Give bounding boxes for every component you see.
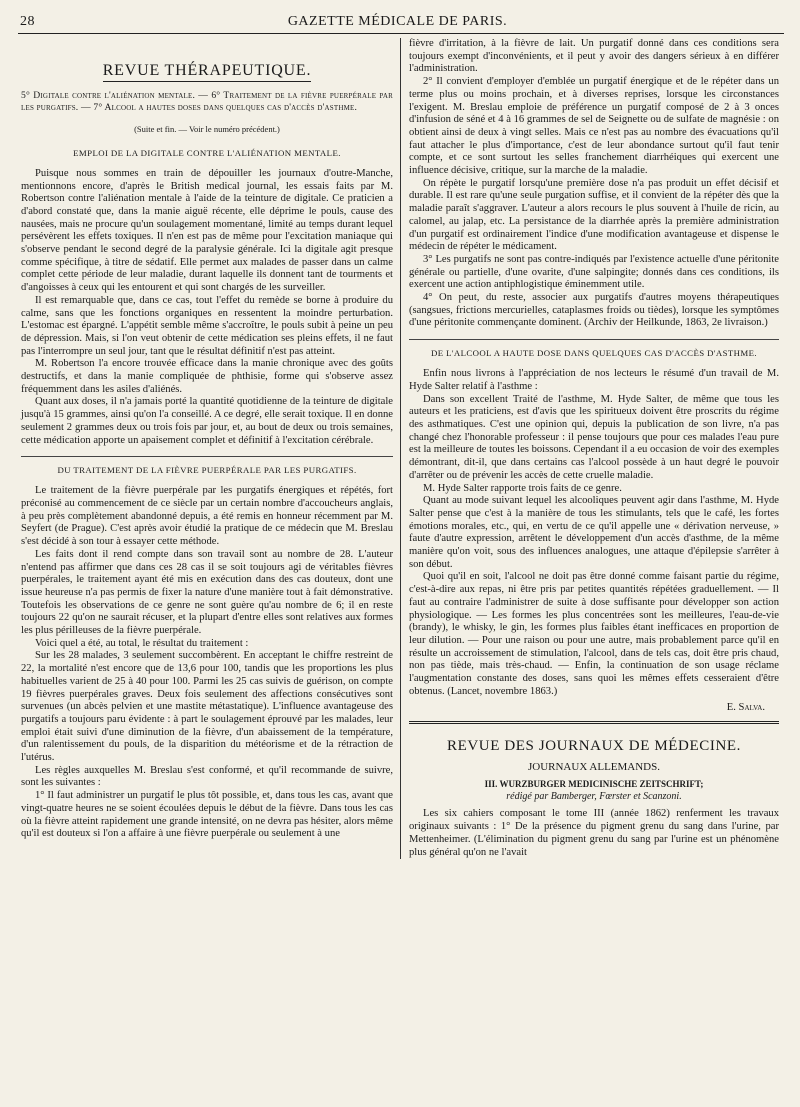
revue-journaux-subtitle: JOURNAUX ALLEMANDS.	[527, 761, 660, 774]
double-rule-divider	[409, 721, 779, 724]
subsection-title-digitale: EMPLOI DE LA DIGITALE CONTRE L'ALIÉNATION MENTALE.	[73, 147, 341, 158]
paragraph: fièvre d'irritation, à la fièvre de lait. Un purgatif donné dans ces conditions sera toujours exempt d'inconvénients, et il peut y avoir des dangers sérieux à en différer l'administration.	[409, 38, 779, 75]
digitale-body	[21, 168, 393, 447]
paragraph: Quoi qu'il en soit, l'alcool ne doit pas être donné comme faisant partie du régime, c'est-à-dire aux repas, ni être pris par petites quantités répétées graduellement. — Il faut au contraire l'administrer de suite à dose suffisante pour développer son action physiologique. — Les formes les plus concentrées sont les meilleures, l'eau-de-vie (brandy), le whisky, le gin, les formes plus faibles étant inefficaces en proportion de leur dilution. — Pour une raison ou pour une autre, mais probablement parce qu'il en résulte un accroissement de stimulation, l'alcool, dans de tels cas, doit être pris chaud, non pas tiède, mais très-chaud. — Enfin, la continuation de son usage réclame l'augmentation constante des doses, sans quoi les mêmes effets cesseraient d'être obtenus. (Lancet, novembre 1863.)	[409, 571, 779, 697]
paragraph: Il est remarquable que, dans ce cas, tout l'effet du remède se borne à produire du calme, sans que les fonctions organiques en ressentent la moindre perturbation. L'estomac est épargné. L'appétit semble même s'accroître, le pouls subit à peine un peu de dépression. Mais, si l'on veut obtenir de cette médication ses pleins effets, il ne faut pas l'interrompre un seul jour, tant que le résultat définitif n'est pas atteint.	[21, 294, 393, 357]
paragraph: Les faits dont il rend compte dans son travail sont au nombre de 28. L'auteur n'entend pas affirmer que dans ces 28 cas il se soit toujours agi de véritables fièvres puerpérales, le traitement ayant été mis en exécution dans des cas douteux, dont une issue heureuse n'a pas permis de fixer la nature d'une manière tout à fait démonstrative. Toutefois les observations de ce genre ne sont guère qu'au nombre de 6; il en reste toujours 22 qu'on ne saurait récuser, et la plupart d'entre elles sont relatives aux formes les plus périlleuses de la fièvre puerpérale.	[21, 548, 393, 637]
paragraph: Enfin nous livrons à l'appréciation de nos lecteurs le résumé d'un travail de M. Hyde Salter relatif à l'asthme :	[409, 368, 779, 392]
page-header	[18, 14, 784, 34]
paragraph: On répète le purgatif lorsqu'une première dose n'a pas produit un effet décisif et durable. Il est rare qu'une seule purgation suffise, et il convient de la répéter dès que la maladie paraît s'aggraver. L'auteur a alors recours le plus souvent à l'huile de ricin, au calomel, au jalap, etc. La persistance de la diarrhée après la première administration d'un purgatif est ordinairement l'indice d'une modification avantageuse et dispense le médecin de répéter le médicament.	[409, 177, 779, 253]
fievre-body	[21, 485, 393, 841]
author-signature: E. Salva.	[726, 702, 765, 714]
paragraph: Les six cahiers composant le tome III (année 1862) renferment les travaux originaux suivants : 1° De la présence du pigment grenu du sang dans l'urine, par Mettenheimer. (L'élimination du pigment grenu du sang par l'urine est un phénomène plus général qu'on ne l'avait	[409, 808, 779, 858]
revue-item-title: III. WURZBURGER MEDICINISCHE ZEITSCHRIFT;	[484, 779, 704, 790]
paragraph: 4° On peut, du reste, associer aux purgatifs d'autres moyens thérapeutiques (sangsues, frictions mercurielles, cataplasmes froids ou tièdes), lorsque les symptômes d'une péritonite commençante dominent. (Archiv der Heilkunde, 1863, 2e livraison.)	[409, 292, 779, 329]
journal-title: GAZETTE MÉDICALE DE PARIS.	[287, 14, 508, 29]
paragraph: Quant aux doses, il n'a jamais porté la quantité quotidienne de la teinture de digitale jusqu'à 15 grammes, ainsi qu'on l'a conseillé. A ce degré, elle serait toxique. Il en donne seulement 2 grammes deux ou trois fois par jour, et, au bout de deux ou trois semaines, cette médication apporte un apaisement complet et définitif à l'excitation cérébrale.	[21, 396, 393, 446]
section-title: REVUE THÉRAPEUTIQUE.	[21, 62, 393, 80]
revue-item-editors: rédigé par Bamberger, Fœrster et Scanzoni.	[506, 791, 682, 803]
paragraph: Quant au mode suivant lequel les alcooliques peuvent agir dans l'asthme, M. Hyde Salter pense que c'est à la manière de tous les stimulants, tels que le café, les fortes émotions morales, etc., qui, en vertu de ce qu'il appelle une « dérivation nerveuse, » faute d'autre expression, arrêtent le développement d'un accès d'asthme, de la même manière qu'on voit, sous des influences analogues, une attaque d'épilepsie s'arrêter à son début.	[409, 495, 779, 570]
paragraph: Dans son excellent Traité de l'asthme, M. Hyde Salter, de même que tous les auteurs et les praticiens, est d'avis que les spiritueux doivent être proscrits du régime des asthmatiques. C'est une opinion qui, depuis la publication de son livre, n'a pas changé chez l'honorable professeur : il pense toujours que pour ces malades l'eau pure est la meilleure de toutes les boissons. Cependant il a eu occasion de voir des exemples démontrant, dit-il, que dans certains cas l'alcool possède à un haut degré le pouvoir d'arrêter ou de prévenir les accès de cette cruelle maladie.	[409, 393, 779, 481]
text-columns	[18, 38, 784, 859]
subsection-title-alcool: DE L'ALCOOL A HAUTE DOSE DANS QUELQUES CAS D'ACCÈS D'ASTHME.	[430, 348, 758, 359]
paragraph: Le traitement de la fièvre puerpérale par les purgatifs énergiques et répétés, fort préconisé au commencement de ce siècle par un certain nombre d'accoucheurs anglais, à peu près complètement abandonné depuis, a été remis en honneur récemment par M. Seyfert (de Prague). C'est après avoir étudié la pratique de ce médecin que M. Breslau s'est décidé à son tour à essayer cette méthode.	[21, 485, 393, 548]
section-divider	[21, 456, 393, 457]
right-column	[400, 38, 782, 859]
paragraph: Sur les 28 malades, 3 seulement succombèrent. En acceptant le chiffre restreint de 22, la mortalité n'est encore que de 13,6 pour 100, tandis que les proportions les plus habituelles varient de 25 à 40 pour 100. Parmi les 25 cas suivis de guérison, on compte 19 fièvres puerpérales graves. Deux fois seulement des affections consécutives sont survenues (un abcès pelvien et une mastite métastatique). L'influence avantageuse des purgatifs a toujours paru évidente : à part le soulagement éprouvé par les malades, leur emploi était suivi d'une diminution de la fièvre, d'un abaissement de la température, d'un ralentissement du pouls, de la disparition du météorisme et de la rétraction de l'utérus.	[21, 650, 393, 764]
paragraph: M. Hyde Salter rapporte trois faits de ce genre.	[423, 482, 622, 494]
alcool-body	[409, 368, 779, 698]
paragraph: 3° Les purgatifs ne sont pas contre-indiqués par l'existence actuelle d'une péritonite générale ou partielle, d'une ovarite, d'une salpingite; donnés dans ces conditions, ils exercent une action antiphlogistique éminemment utile.	[409, 253, 779, 291]
fievre-continued	[409, 38, 779, 330]
paragraph: Les règles auxquelles M. Breslau s'est conformé, et qu'il recommande de suivre, sont les suivantes :	[21, 764, 393, 789]
subsection-title-fievre: DU TRAITEMENT DE LA FIÈVRE PUERPÉRALE PAR LES PURGATIFS.	[57, 465, 357, 476]
left-column	[18, 38, 400, 859]
section-summary: 5° Digitale contre l'aliénation mentale. — 6° Traitement de la fièvre puerpérale par les purgatifs. — 7° Alcool a hautes doses dans quelques cas d'accès d'asthme.	[21, 90, 393, 114]
paragraph: 1° Il faut administrer un purgatif le plus tôt possible, et, dans tous les cas, avant que vingt-quatre heures ne se soient écoulées depuis le début de la fièvre. Dans tous les cas où la fièvre atteint rapidement une grande intensité, on ne devra pas hésiter, alors même qu'il est douteux si l'on a affaire à une fièvre puerpérale ou seulement à une	[21, 790, 393, 840]
paragraph: 2° Il convient d'employer d'emblée un purgatif énergique et de le répéter dans un terme plus ou moins prochain, et à diverses reprises, lorsque les circonstances l'exigent. M. Breslau emploie de préférence un purgatif composé de 2 à 3 onces d'infusion de séné et 4 à 16 grammes de sel de Seignette ou de sulfate de magnésie : on obtient ainsi de deux à vingt selles. Mais ce n'est pas au nombre des évacuations qu'il faut attacher le plus d'importance, c'est de leur abondance surtout qu'il faut tenir compte, et ce sont surtout les selles franchement diarrhéiques qui exercent une influence décisive, critique, sur la marche de la maladie.	[409, 76, 779, 177]
section-divider	[409, 339, 779, 340]
page-number: 28	[20, 14, 35, 29]
continuation-note: (Suite et fin. — Voir le numéro précédent.)	[134, 123, 280, 134]
paragraph: Puisque nous sommes en train de dépouiller les journaux d'outre-Manche, mentionnons encore, d'après le British medical journal, les essais faits par M. Robertson contre l'aliénation mentale à l'aide de la teinture de digitale. Ce praticien a d'abord constaté que, dans la manie aiguë récente, elle déprime le pouls, cause des nausées, mais ne procure qu'un soulagement momentané, limité au temps durant lequel persévèrent les effets toxiques. Il n'en est pas de même pour l'excitation maniaque qui s'observe pendant le second degré de la paralysie générale. Ici la digitale agit presque comme spécifique, à titre de sédatif. Elle permet aux malades de passer dans un calme complet cette période de leur maladie, durant laquelle ils donnent tant de tourments et d'angoisses à ceux qui les entourent et qui sont chargés de les surveiller.	[21, 167, 393, 294]
paragraph: M. Robertson l'a encore trouvée efficace dans la manie chronique avec des goûts destructifs, et dans la manie compliquée de phthisie, forme qui s'observe assez fréquemment dans les asiles d'aliénés.	[21, 358, 393, 395]
revue-journaux-title: REVUE DES JOURNAUX DE MÉDECINE.	[446, 738, 741, 755]
paragraph: Voici quel a été, au total, le résultat du traitement :	[35, 637, 249, 649]
